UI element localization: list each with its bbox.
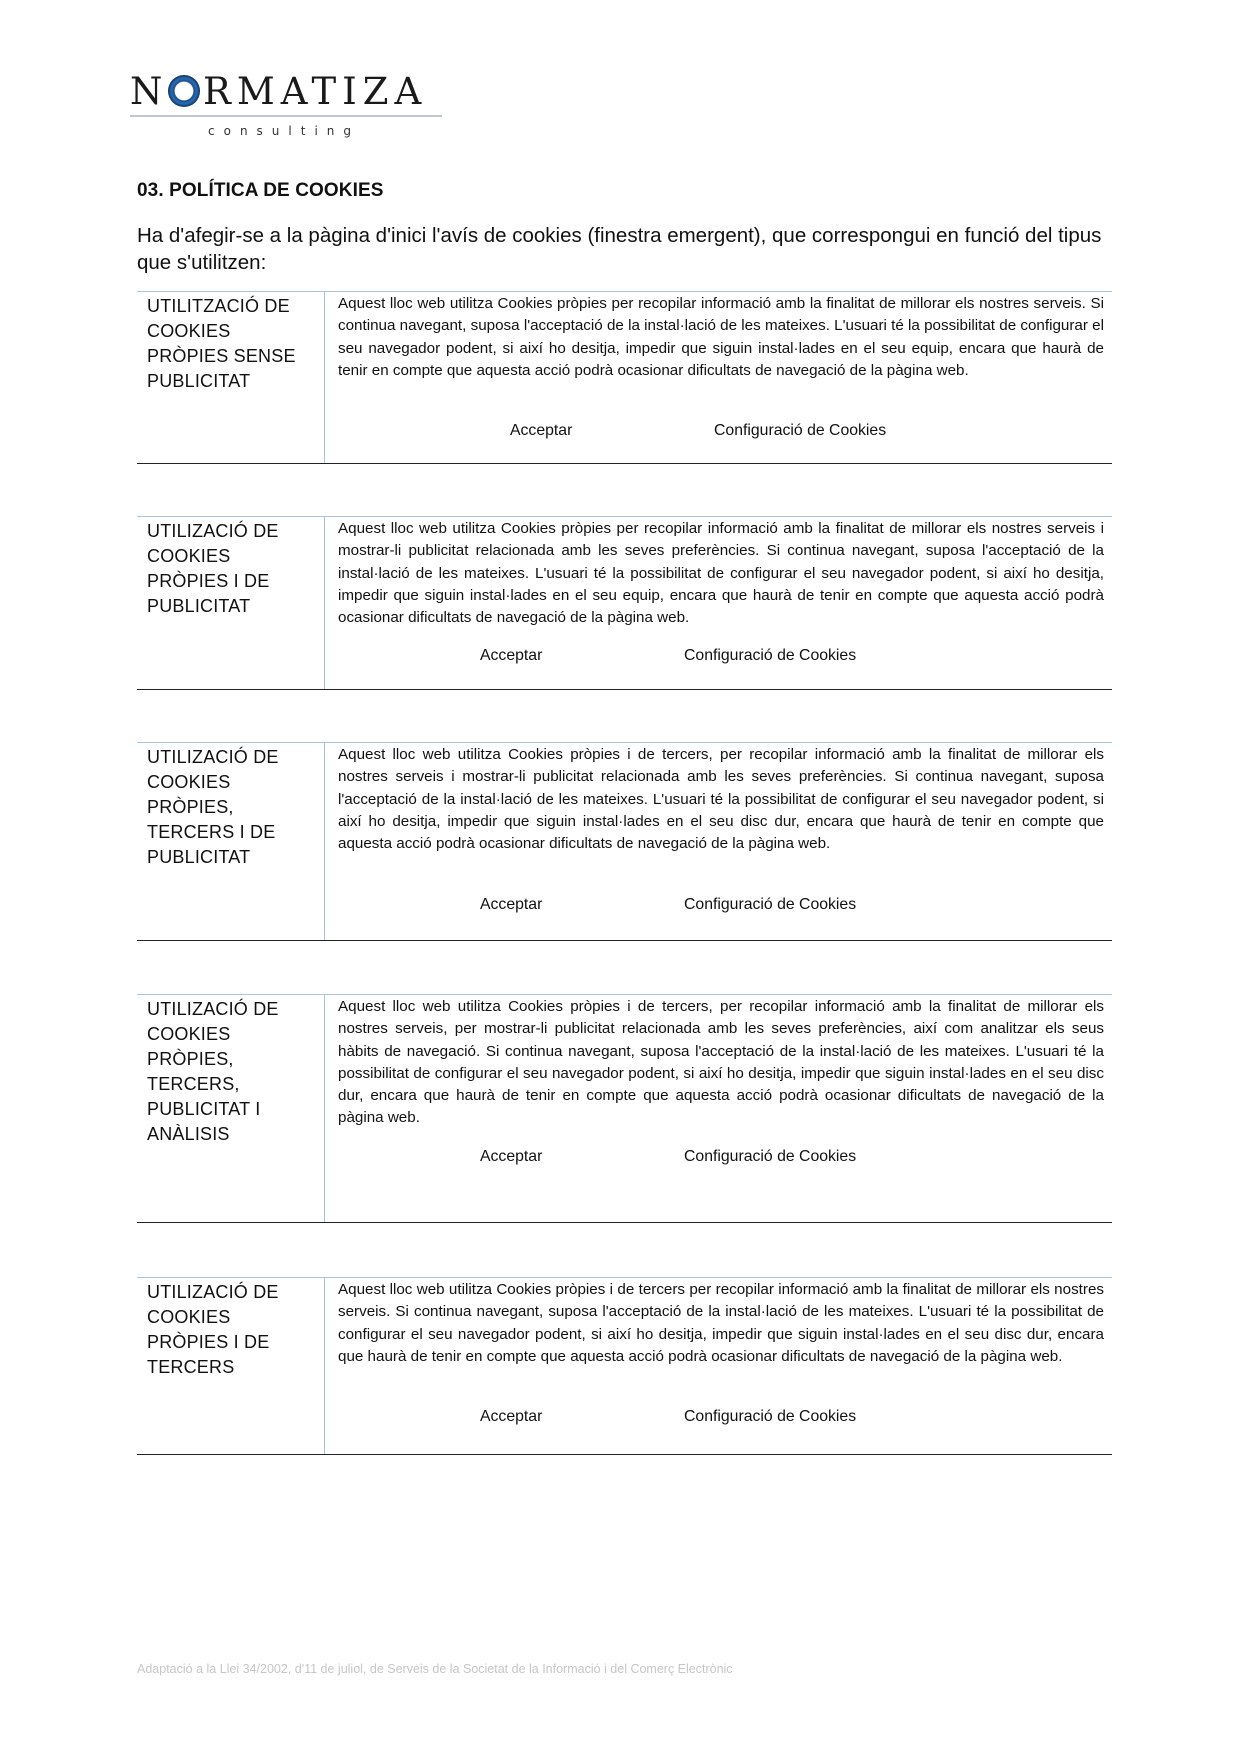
notice-label: UTILIZACIÓ DE COOKIES PRÒPIES I DE PUBLICITAT (137, 517, 325, 689)
cookie-notice-own-third-ads-analytics (137, 994, 1112, 1223)
cookie-settings-button[interactable]: Configuració de Cookies (684, 896, 857, 913)
accept-button[interactable]: Acceptar (480, 647, 543, 664)
notice-label: UTILIZACIÓ DE COOKIES PRÒPIES, TERCERS I DE PUBLICITAT (137, 743, 325, 940)
accept-button[interactable]: Acceptar (480, 1148, 543, 1165)
section-title: 03. POLÍTICA DE COOKIES (137, 180, 384, 201)
normatiza-logo (128, 70, 448, 142)
cookie-notice-own-ads (137, 516, 1112, 690)
logo-subtext: consulting (208, 124, 360, 138)
svg-text:N: N (130, 70, 164, 113)
notice-text: Aquest lloc web utilitza Cookies pròpies i de tercers, per recopilar informació amb la finalitat de millorar els nostres serveis i mostrar-li publicitat relacionada amb les seves preferències. Si continua navegant, suposa l'acceptació de la instal·lació de les mateixes. L'usuari té la possibilitat de configurar el seu navegador podent, si així ho desitja, impedir que siguin instal·lades en el seu disc dur, encara que haurà de tenir en compte que aquesta acció podrà ocasionar dificultats de navegació de la pàgina web. (338, 746, 1104, 853)
footer-note: Adaptació a la Llei 34/2002, d'11 de juliol, de Serveis de la Societat de la Informació i del Comerç Electrònic (137, 1662, 733, 1676)
cookie-notice-own-no-ads (137, 291, 1112, 464)
accept-button[interactable]: Acceptar (510, 422, 573, 439)
accept-button[interactable]: Acceptar (480, 1408, 543, 1425)
notice-label: UTILIZACIÓ DE COOKIES PRÒPIES, TERCERS, PUBLICITAT I ANÀLISIS (137, 995, 325, 1222)
notice-label: UTILITZACIÓ DE COOKIES PRÒPIES SENSE PUBLICITAT (137, 292, 325, 463)
intro-paragraph: Ha d'afegir-se a la pàgina d'inici l'avís de cookies (finestra emergent), que correspongui en funció del tipus que s'utilitzen: (137, 224, 1102, 274)
notice-label: UTILIZACIÓ DE COOKIES PRÒPIES I DE TERCERS (137, 1278, 325, 1454)
cookie-settings-button[interactable]: Configuració de Cookies (684, 1148, 857, 1165)
cookie-notice-own-third (137, 1277, 1112, 1455)
notice-text: Aquest lloc web utilitza Cookies pròpies i de tercers per recopilar informació amb la finalitat de millorar els nostres serveis. Si continua navegant, suposa l'acceptació de la instal·lació de les mateixes. L'usuari té la possibilitat de configurar el seu navegador podent, si així ho desitja, impedir que siguin instal·lades en el seu disc dur, encara que haurà de tenir en compte que aquesta acció podrà ocasionar dificultats de navegació de la pàgina web. (338, 1281, 1104, 1365)
notice-text: Aquest lloc web utilitza Cookies pròpies per recopilar informació amb la finalitat de millorar els nostres serveis i mostrar-li publicitat relacionada amb les seves preferències. Si continua navegant, suposa l'acceptació de la instal·lació de les mateixes. L'usuari té la possibilitat de configurar el seu navegador podent, si així ho desitja, impedir que siguin instal·lades en el seu equip, encara que haurà de tenir en compte que aquesta acció podrà ocasionar dificultats de navegació de la pàgina web. (338, 520, 1104, 627)
accept-button[interactable]: Acceptar (480, 896, 543, 913)
cookie-settings-button[interactable]: Configuració de Cookies (684, 1408, 857, 1425)
notice-text: Aquest lloc web utilitza Cookies pròpies i de tercers, per recopilar informació amb la finalitat de millorar els nostres serveis, per mostrar-li publicitat relacionada amb les seves preferències, així com analitzar els seus hàbits de navegació. Si continua navegant, suposa l'acceptació de la instal·lació de les mateixes. L'usuari té la possibilitat de configurar el seu navegador podent, si així ho desitja, impedir que siguin instal·lades en el seu disc dur, encara que haurà de tenir en compte que aquesta acció podrà ocasionar dificultats de navegació de la pàgina web. (338, 998, 1104, 1127)
notice-text: Aquest lloc web utilitza Cookies pròpies per recopilar informació amb la finalitat de millorar els nostres serveis. Si continua navegant, suposa l'acceptació de la instal·lació de les mateixes. L'usuari té la possibilitat de configurar el seu navegador podent, si així ho desitja, impedir que siguin instal·lades en el seu equip, encara que haurà de tenir en compte que aquesta acció podrà ocasionar dificultats de navegació de la pàgina web. (338, 295, 1104, 379)
cookie-settings-button[interactable]: Configuració de Cookies (714, 422, 887, 439)
cookie-notice-own-third-ads (137, 742, 1112, 941)
cookie-settings-button[interactable]: Configuració de Cookies (684, 647, 857, 664)
svg-text:RMATIZA: RMATIZA (203, 70, 428, 113)
logo-graphic (128, 70, 448, 142)
